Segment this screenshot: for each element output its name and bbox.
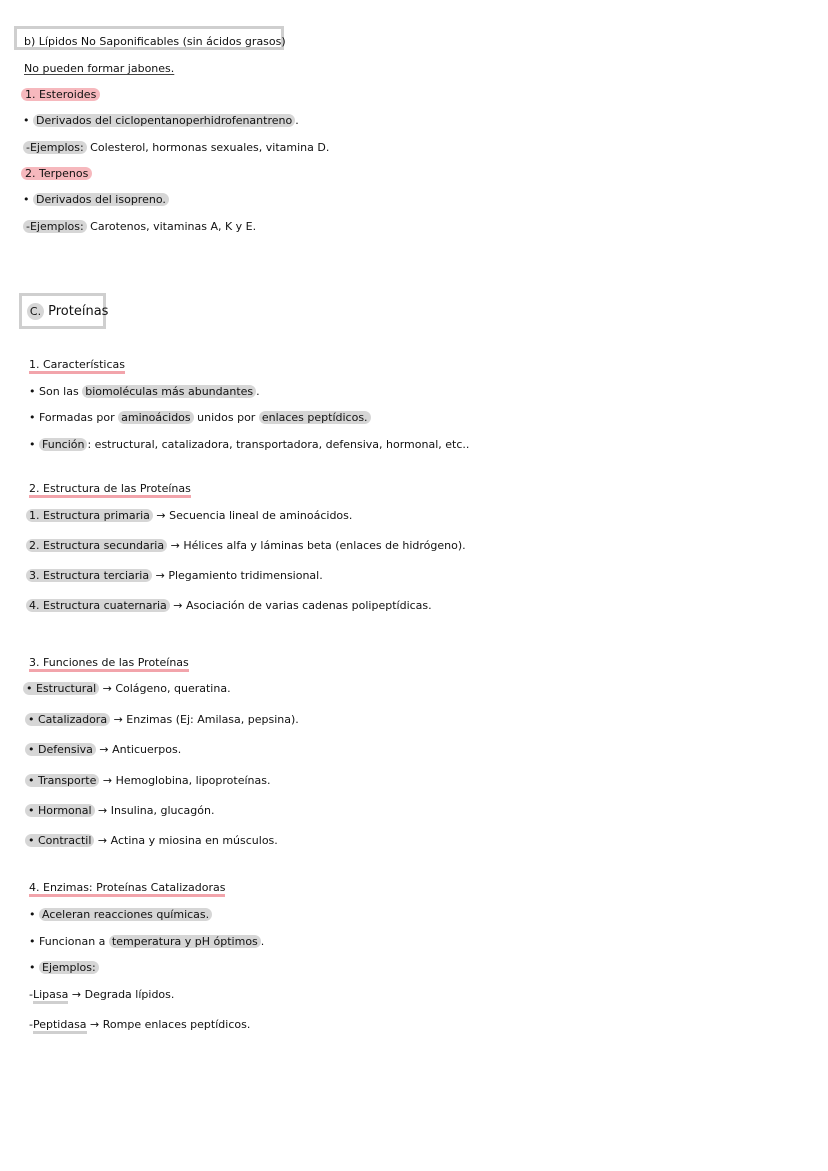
b2-highlight-1: aminoácidos <box>118 411 194 424</box>
bullet-icon: • <box>29 908 36 921</box>
estructura-label: 4. Estructura cuaternaria <box>26 599 170 612</box>
esteroides-examples-text: Colesterol, hormonas sexuales, vitamina D. <box>86 141 330 154</box>
dash: - <box>29 1018 33 1031</box>
esteroides-heading-text: 1. Esteroides <box>21 88 100 101</box>
funciones-heading <box>29 655 189 671</box>
bullet-icon: • <box>29 438 36 451</box>
b2-pre: Formadas por <box>39 411 119 424</box>
enzimas-b1-highlight: Aceleran reacciones químicas. <box>39 908 212 921</box>
proteinas-title-text: Proteínas <box>48 304 109 319</box>
enzimas-b2-highlight: temperatura y pH óptimos <box>109 935 261 948</box>
arrow-right-icon: → <box>90 1018 100 1031</box>
enzimas-bullet-1 <box>29 907 212 923</box>
estructura-desc: Secuencia lineal de aminoácidos. <box>169 509 353 522</box>
period: . <box>256 385 260 398</box>
bullet-icon: • <box>29 961 36 974</box>
estructura-label: 1. Estructura primaria <box>26 509 153 522</box>
arrow-right-icon: → <box>113 713 123 726</box>
arrow-right-icon: → <box>71 988 82 1001</box>
terpenos-examples <box>23 219 256 235</box>
enzimas-example-2 <box>29 1017 250 1033</box>
enzimas-b3-highlight: Ejemplos: <box>39 961 99 974</box>
funcion-item <box>25 742 181 758</box>
funcion-label: • Defensiva <box>25 743 96 756</box>
estructura-label: 2. Estructura secundaria <box>26 539 167 552</box>
terpenos-bullet-text: Derivados del isopreno. <box>33 193 169 206</box>
esteroides-bullet-text: Derivados del ciclopentanoperhidrofenantreno <box>33 114 295 127</box>
funcion-item <box>23 681 231 697</box>
funcion-label: • Contractil <box>25 834 94 847</box>
funcion-label: • Catalizadora <box>25 713 110 726</box>
arrow-right-icon: → <box>156 509 166 522</box>
arrow-right-icon: → <box>155 569 165 582</box>
b3-highlight: Función <box>39 438 87 451</box>
enzimas-heading-text: 4. Enzimas: Proteínas Catalizadoras <box>29 881 225 897</box>
enzimas-heading <box>29 880 225 896</box>
funcion-label: • Estructural <box>23 682 99 695</box>
dash: - <box>29 988 33 1001</box>
funcion-desc: Anticuerpos. <box>112 743 182 756</box>
caracteristicas-heading <box>29 357 125 373</box>
funcion-desc: Enzimas (Ej: Amilasa, pepsina). <box>126 713 299 726</box>
estructura-desc: Plegamiento tridimensional. <box>168 569 323 582</box>
terpenos-heading <box>21 166 92 182</box>
estructura-item <box>26 508 352 524</box>
b2-highlight-2: enlaces peptídicos. <box>259 411 371 424</box>
caracteristicas-bullet-3 <box>29 437 469 453</box>
bullet-icon: • <box>23 193 30 206</box>
funciones-heading-text: 3. Funciones de las Proteínas <box>29 656 189 672</box>
terpenos-heading-text: 2. Terpenos <box>21 167 92 180</box>
period: . <box>260 935 265 948</box>
enzimas-example-1 <box>29 987 174 1003</box>
b1-highlight: biomoléculas más abundantes <box>82 385 256 398</box>
peptidasa-label: Peptidasa <box>33 1018 87 1034</box>
arrow-right-icon: → <box>98 804 108 817</box>
funcion-item <box>25 773 271 789</box>
funcion-label: • Transporte <box>25 774 99 787</box>
arrow-right-icon: → <box>102 774 113 787</box>
b1-pre: Son las <box>39 385 83 398</box>
estructura-desc: Asociación de varias cadenas polipeptídicas. <box>186 599 432 612</box>
arrow-right-icon: → <box>97 834 108 847</box>
arrow-right-icon: → <box>173 599 183 612</box>
b2-mid: unidos por <box>193 411 259 424</box>
lipidos-subtitle-text: No pueden formar jabones. <box>24 62 175 75</box>
terpenos-examples-text: Carotenos, vitaminas A, K y E. <box>86 220 257 233</box>
enzimas-b2-pre: Funcionan a <box>39 935 109 948</box>
enzimas-bullet-2 <box>29 934 264 950</box>
lipasa-desc: Degrada lípidos. <box>84 988 175 1001</box>
peptidasa-desc: Rompe enlaces peptídicos. <box>102 1018 251 1031</box>
funcion-label: • Hormonal <box>25 804 95 817</box>
caracteristicas-heading-text: 1. Características <box>29 358 125 374</box>
b3-text: : estructural, catalizadora, transportadora, defensiva, hormonal, etc.. <box>87 438 470 451</box>
bullet-icon: • <box>29 411 36 424</box>
arrow-right-icon: → <box>170 539 180 552</box>
estructura-heading <box>29 481 191 497</box>
terpenos-examples-label: -Ejemplos: <box>23 220 87 233</box>
bullet-icon: • <box>29 935 36 948</box>
lipidos-subtitle <box>24 61 174 77</box>
period: . <box>295 114 299 127</box>
caracteristicas-bullet-1 <box>29 384 260 400</box>
arrow-right-icon: → <box>99 743 109 756</box>
lipasa-label: Lipasa <box>33 988 68 1004</box>
bullet-icon: • <box>29 385 36 398</box>
estructura-heading-text: 2. Estructura de las Proteínas <box>29 482 191 498</box>
enzimas-bullet-3 <box>29 960 99 976</box>
esteroides-heading <box>21 87 100 103</box>
funcion-item <box>25 803 214 819</box>
proteinas-title <box>27 303 108 321</box>
caracteristicas-bullet-2 <box>29 410 371 426</box>
estructura-desc: Hélices alfa y láminas beta (enlaces de hidrógeno). <box>183 539 466 552</box>
estructura-item <box>26 568 323 584</box>
funcion-desc: Colágeno, queratina. <box>115 682 231 695</box>
arrow-right-icon: → <box>102 682 112 695</box>
funcion-item <box>25 712 299 728</box>
funcion-desc: Actina y miosina en músculos. <box>110 834 278 847</box>
bullet-icon: • <box>23 114 30 127</box>
esteroides-examples <box>23 140 329 156</box>
lipidos-title: b) Lípidos No Saponificables (sin ácidos grasos) <box>24 35 286 48</box>
estructura-item <box>26 538 466 554</box>
esteroides-bullet <box>23 113 299 129</box>
section-letter-badge: C. <box>27 303 44 320</box>
esteroides-examples-label: -Ejemplos: <box>23 141 87 154</box>
funcion-item <box>25 833 278 849</box>
terpenos-bullet <box>23 192 169 208</box>
estructura-item <box>26 598 432 614</box>
funcion-desc: Hemoglobina, lipoproteínas. <box>115 774 271 787</box>
estructura-label: 3. Estructura terciaria <box>26 569 152 582</box>
funcion-desc: Insulina, glucagón. <box>110 804 215 817</box>
